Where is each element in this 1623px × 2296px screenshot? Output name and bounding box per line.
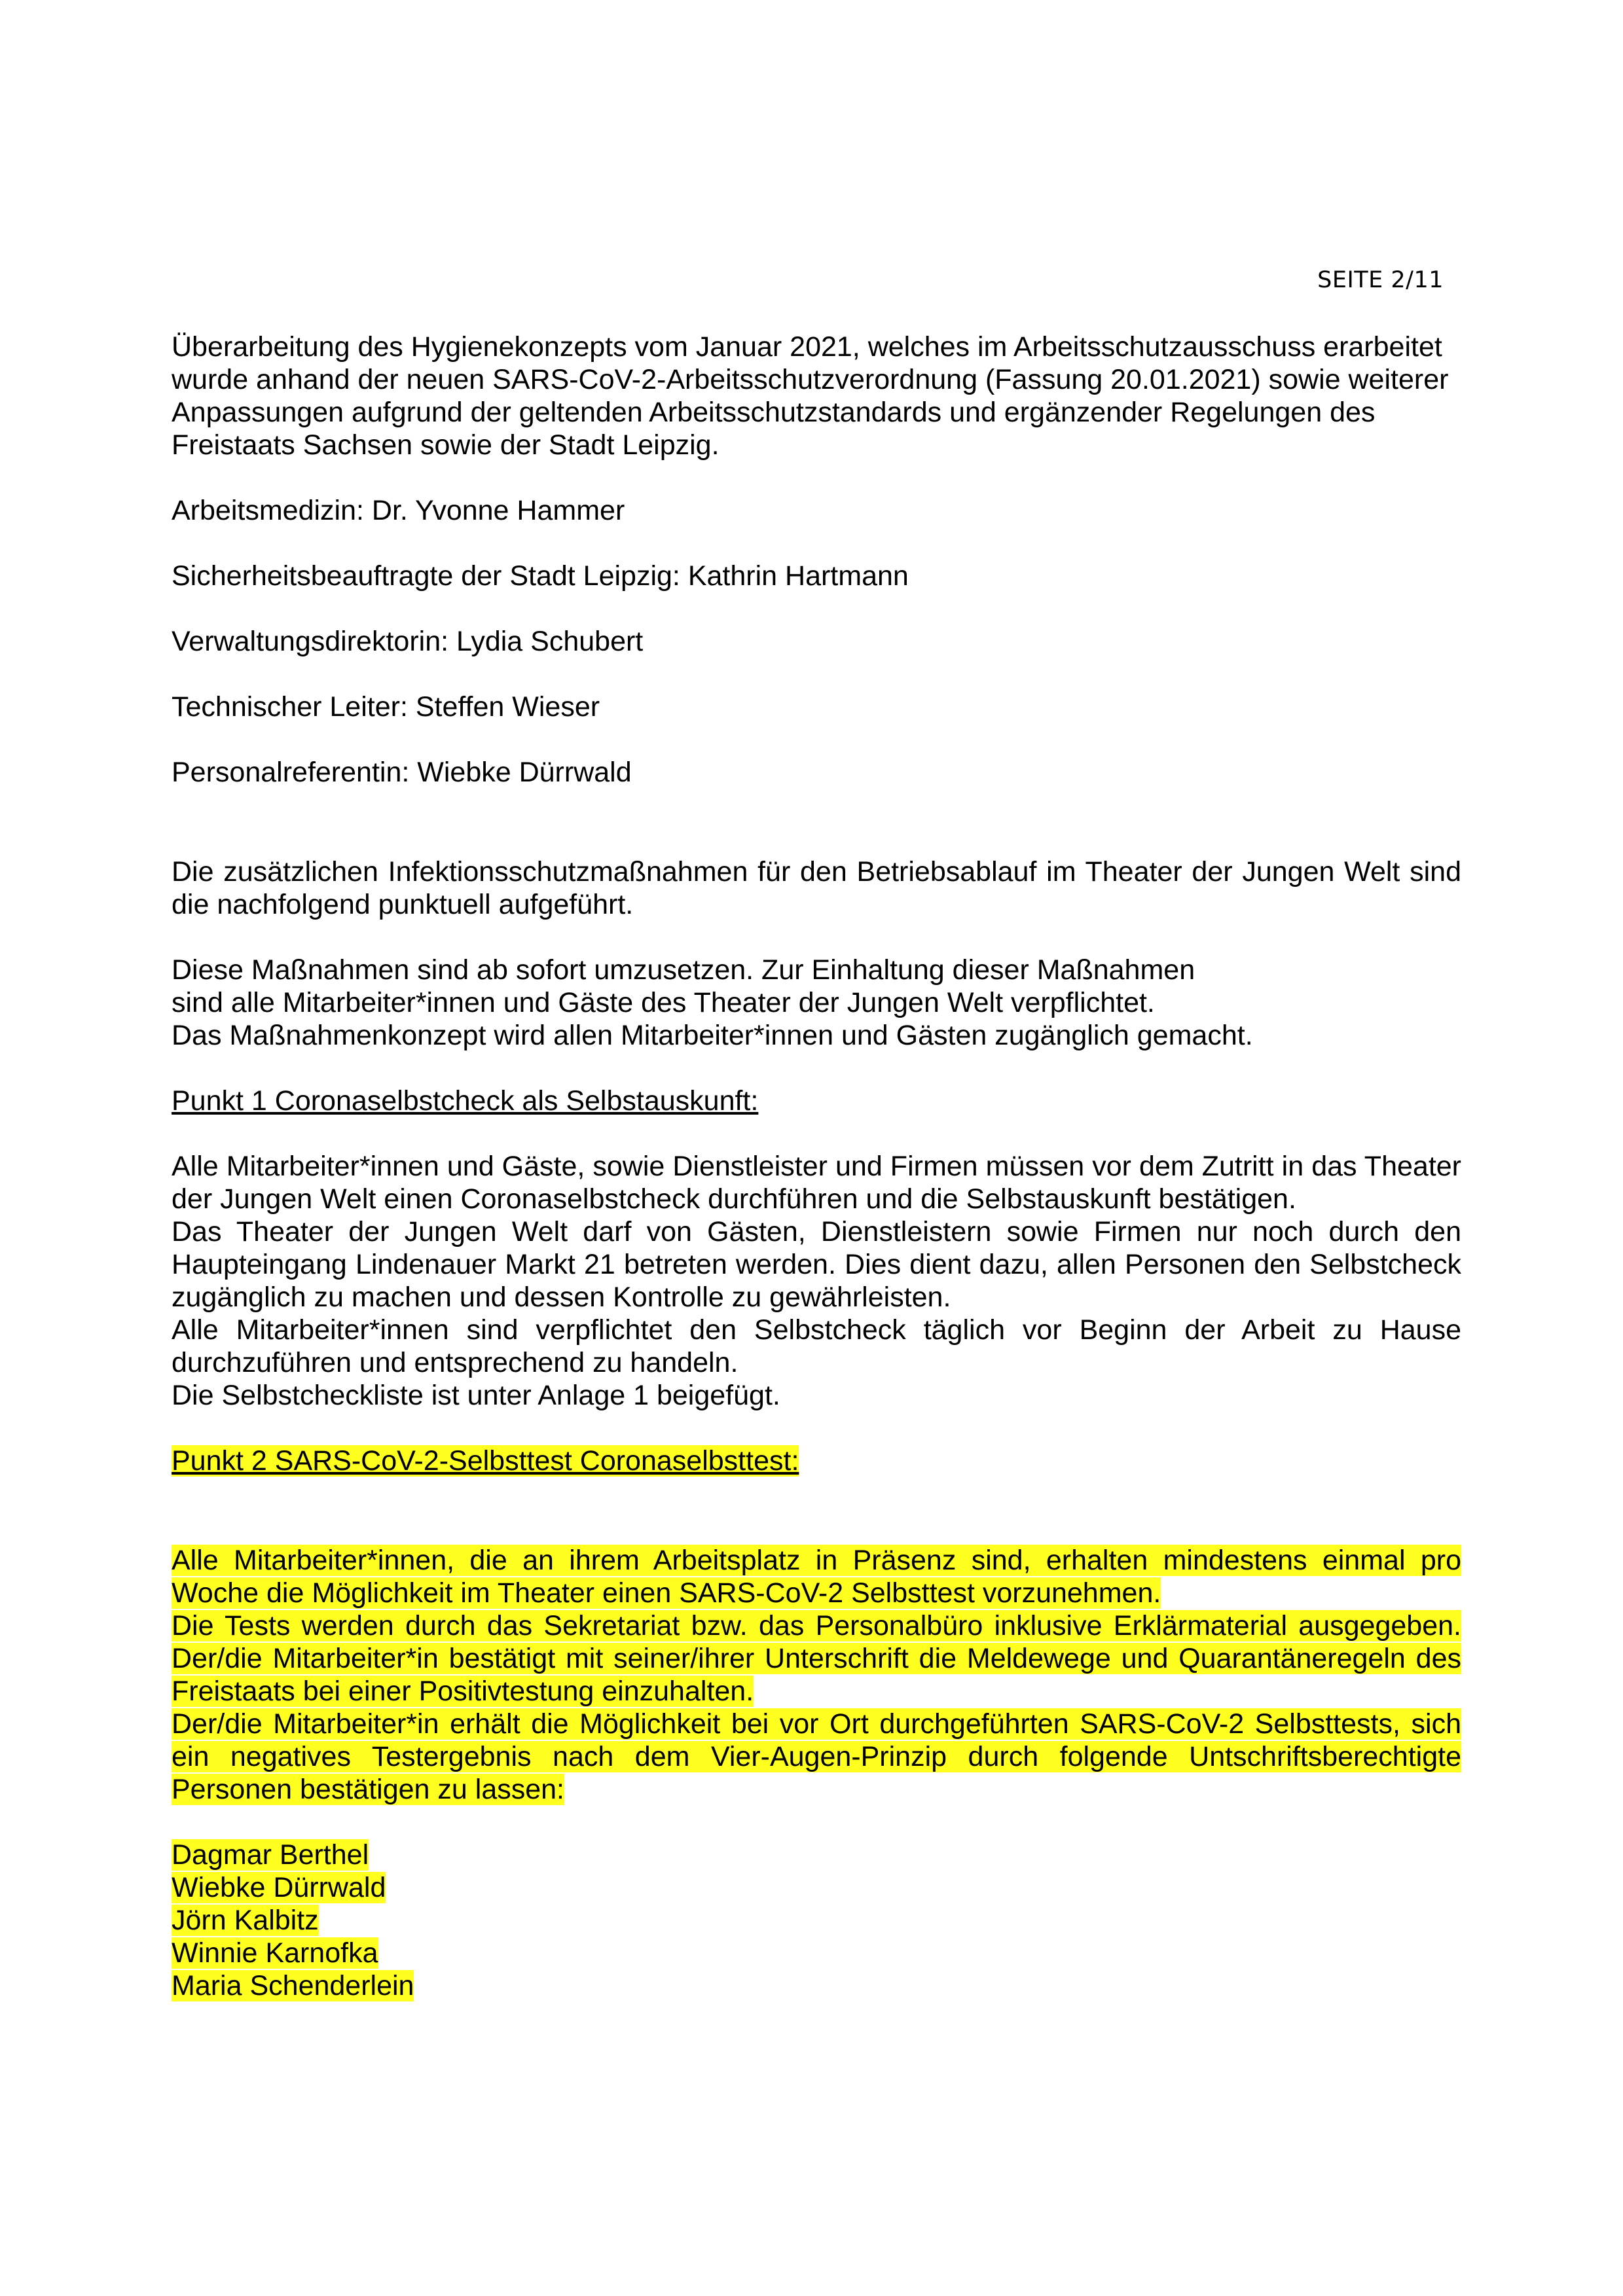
role-technical-director: Technischer Leiter: Steffen Wieser — [172, 691, 600, 723]
section2-paragraph: Der/die Mitarbeiter*in erhält die Möglichkeit bei vor Ort durchgeführten SARS-CoV-2 Selbsttests, sich ein negatives Testergebnis nach dem Vier-Augen-Prinzip durch folgende Untschriftsberechtigte Personen bestätigen zu lassen: — [172, 1708, 1461, 1805]
authorized-person: Maria Schenderlein — [172, 1970, 414, 2001]
role-safety-officer: Sicherheitsbeauftragte der Stadt Leipzig: Kathrin Hartmann — [172, 560, 909, 592]
section1-paragraph: Alle Mitarbeiter*innen sind verpflichtet den Selbstcheck täglich vor Beginn der Arbeit zu Hause durchzuführen und entsprechend zu handeln. — [172, 1314, 1461, 1378]
measures-line: Das Maßnahmenkonzept wird allen Mitarbeiter*innen und Gästen zugänglich gemacht. — [172, 1020, 1253, 1051]
authorized-person: Dagmar Berthel — [172, 1839, 369, 1871]
authorized-persons-list — [172, 1839, 1461, 2002]
section2-body — [172, 1544, 1461, 1806]
section1-paragraph: Das Theater der Jungen Welt darf von Gästen, Dienstleistern sowie Firmen nur noch durch den Haupteingang Lindenauer Markt 21 betreten werden. Dies dient dazu, allen Personen den Selbstcheck zugänglich zu machen und dessen Kontrolle zu gewährleisten. — [172, 1216, 1461, 1313]
document-body — [172, 331, 1461, 2002]
role-personnel-officer: Personalreferentin: Wiebke Dürrwald — [172, 757, 632, 788]
section1-body — [172, 1150, 1461, 1412]
measures-intro-paragraph: Die zusätzlichen Infektionsschutzmaßnahmen für den Betriebsablauf im Theater der Jungen Welt sind die nachfolgend punktuell aufgeführt. — [172, 856, 1461, 920]
page-number: SEITE 2/11 — [1317, 267, 1444, 293]
authorized-person: Wiebke Dürrwald — [172, 1872, 386, 1903]
measures-paragraph — [172, 954, 1461, 1052]
section2-paragraph: Alle Mitarbeiter*innen, die an ihrem Arbeitsplatz in Präsenz sind, erhalten mindestens einmal pro Woche die Möglichkeit im Theater einen SARS-CoV-2 Selbsttest vorzunehmen. — [172, 1545, 1461, 1609]
role-occupational-medicine: Arbeitsmedizin: Dr. Yvonne Hammer — [172, 495, 625, 526]
section2-heading: Punkt 2 SARS-CoV-2-Selbsttest Coronaselbsttest: — [172, 1445, 799, 1477]
authorized-person: Winnie Karnofka — [172, 1937, 378, 1969]
section2-paragraph: Die Tests werden durch das Sekretariat bzw. das Personalbüro inklusive Erklärmaterial ausgegeben. Der/die Mitarbeiter*in bestätigt mit seiner/ihrer Unterschrift die Meldewege und Quarantäneregeln des Freistaats bei einer Positivtestung einzuhalten. — [172, 1610, 1461, 1707]
section1-paragraph: Die Selbstcheckliste ist unter Anlage 1 beigefügt. — [172, 1380, 780, 1411]
measures-line: Diese Maßnahmen sind ab sofort umzusetzen. Zur Einhaltung dieser Maßnahmen — [172, 954, 1195, 986]
intro-paragraph: Überarbeitung des Hygienekonzepts vom Januar 2021, welches im Arbeitsschutzausschuss erarbeitet wurde anhand der neuen SARS-CoV-2-Arbeitsschutzverordnung (Fassung 20.01.2021) sowie weiterer Anpassungen aufgrund der geltenden Arbeitsschutzstandards und ergänzender Regelungen des Freistaats Sachsen sowie der Stadt Leipzig. — [172, 331, 1449, 461]
role-administrative-director: Verwaltungsdirektorin: Lydia Schubert — [172, 626, 644, 657]
section1-heading: Punkt 1 Coronaselbstcheck als Selbstauskunft: — [172, 1085, 759, 1117]
measures-line: sind alle Mitarbeiter*innen und Gäste des Theater der Jungen Welt verpflichtet. — [172, 987, 1155, 1018]
authorized-person: Jörn Kalbitz — [172, 1905, 319, 1936]
section1-paragraph: Alle Mitarbeiter*innen und Gäste, sowie Dienstleister und Firmen müssen vor dem Zutritt in das Theater der Jungen Welt einen Coronaselbstcheck durchführen und die Selbstauskunft bestätigen. — [172, 1151, 1461, 1215]
